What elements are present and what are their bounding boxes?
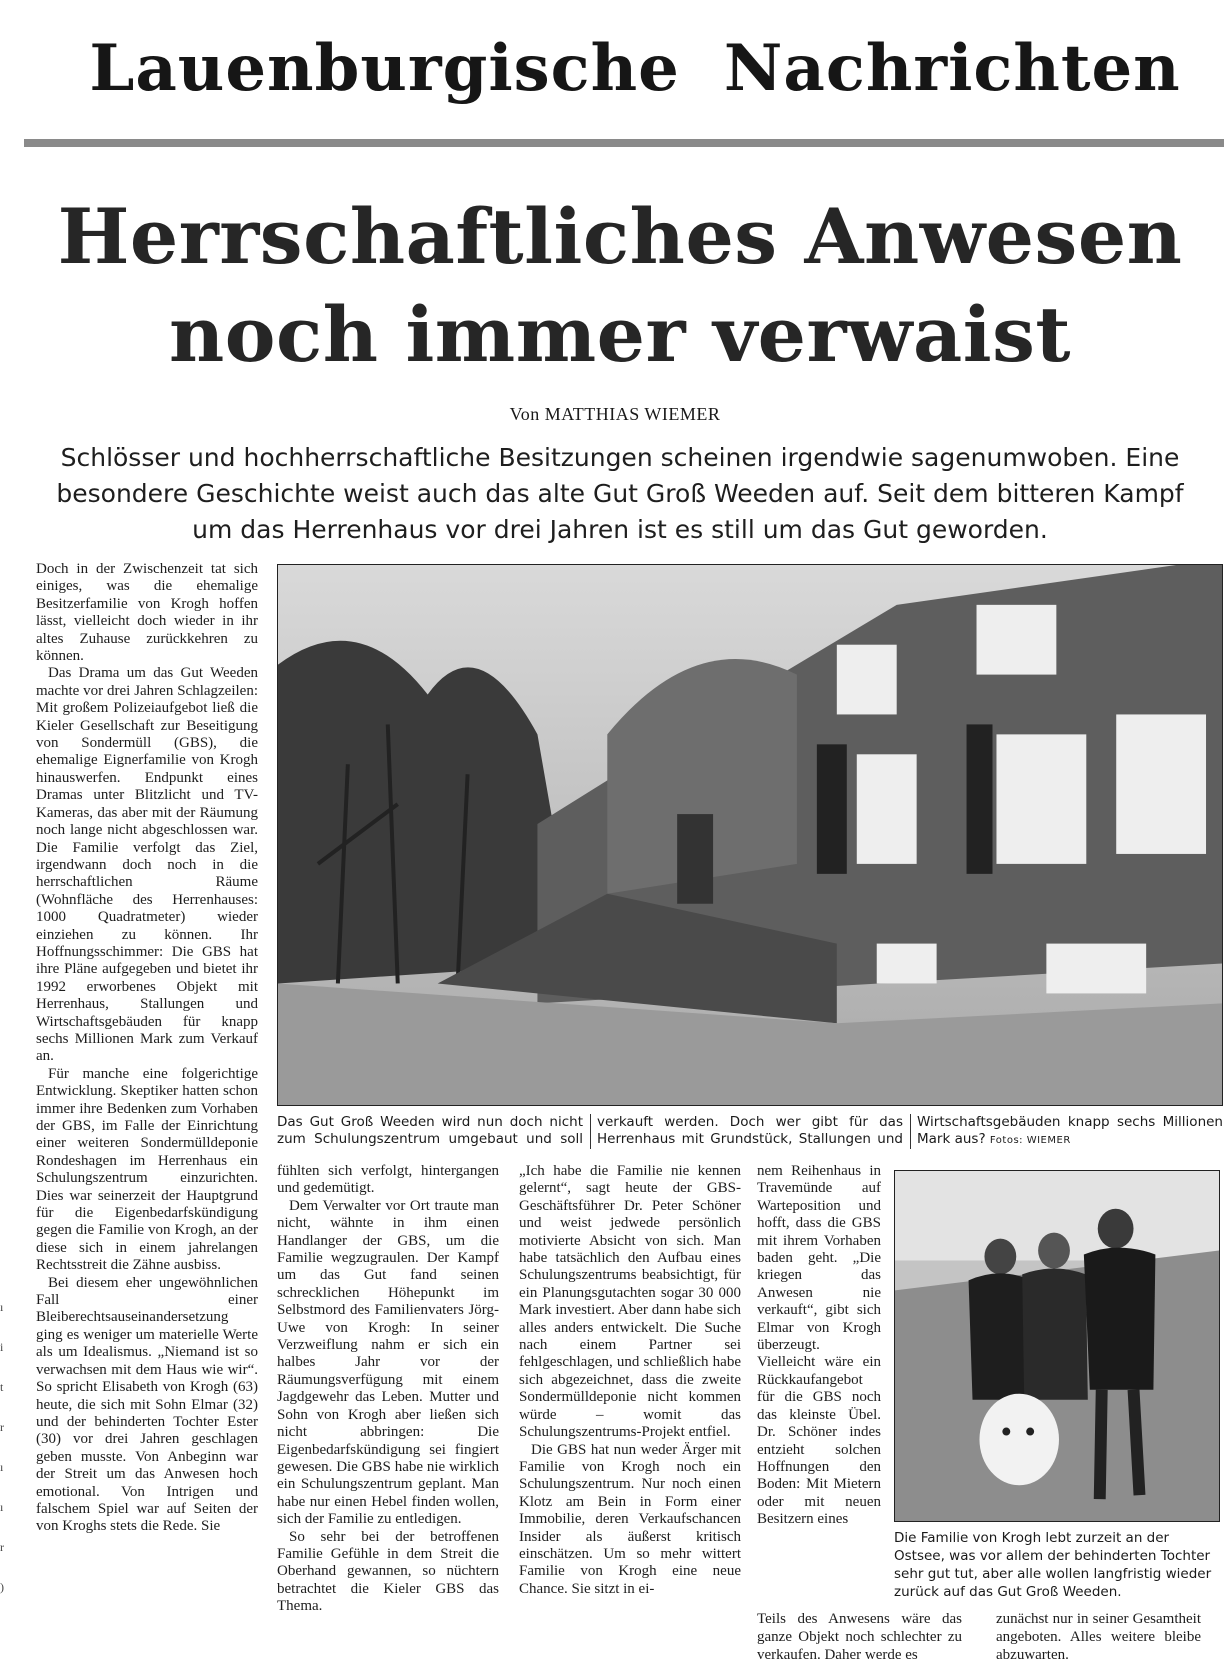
bottom-continuation-1: Teils des Anwesens wäre das ganze Objekt noch schlechter zu verkaufen. Daher werde es <box>757 1611 962 1663</box>
text-column-3 <box>519 1163 741 1671</box>
text-column-4 <box>757 1163 881 1671</box>
margin-fragment: ) <box>0 1580 4 1594</box>
paragraph: Das Drama um das Gut Weeden machte vor drei Jahren Schlagzeilen: Mit großem Polizeiaufgebot ließ die Kieler Gesellschaft zur Beseitigung von Sondermüll (GBS), die ehemalige Eignerfamilie von Krogh hinauswerfen. Endpunkt eines Dramas unter Blitzlicht und TV-Kameras, das aber mit der Räumung noch lange nicht abgeschlossen war. Die Familie verfolgt das Ziel, irgendwann doch noch in die herrschaftlichen Räume (Wohnfläche des Herrenhauses: 1000 Quadratmeter) wieder einziehen zu können. Ihr Hoffnungsschimmer: Die GBS hat ihre Pläne aufgegeben und bietet ihr 1992 erworbenes Objekt mit Herrenhaus, Stallungen und Wirtschaftsgebäuden für knapp sechs Millionen Mark zum Verkauf an. <box>36 665 258 1065</box>
masthead <box>90 8 1180 128</box>
main-caption-text: Das Gut Groß Weeden wird nun doch nicht zum Schulungszentrum umgebaut und soll verkauft werden. Doch wer gibt für das Herrenhaus mit Grundstück, Stallungen und Wirtschaftsgebäuden knapp sechs Millionen Mark aus? <box>277 1114 1223 1147</box>
paragraph: fühlten sich verfolgt, hintergangen und gedemütigt. <box>277 1163 499 1197</box>
headline-line-1: Herrschaftliches Anwesen <box>57 192 1183 281</box>
margin-fragment: t <box>0 1380 4 1394</box>
byline: Von MATTHIAS WIEMER <box>509 404 721 424</box>
masthead-title-left: Lauenburgische <box>89 30 680 106</box>
margin-fragment: ı <box>0 1300 4 1314</box>
margin-fragment: i <box>0 1340 4 1354</box>
paragraph: Bei diesem eher ungewöhnlichen Fall einer Bleiberechtsauseinandersetzung ging es weniger um materielle Werte als um Idealismus. „Niemand ist so verwachsen mit dem Haus wie wir“. So spricht Elisabeth von Krogh (63) heute, die sich mit Sohn Elmar (32) und der behinderten Tochter Ester (30) vor drei Jahren geschlagen geben musste. Von Anbeginn war der Streit um das Anwesen hoch emotional. Von Intrigen und falschem Spiel war auf Seiten der von Kroghs stets die Rede. Sie <box>36 1274 258 1535</box>
margin-fragment: r <box>0 1420 4 1434</box>
masthead-title-right: Nachrichten <box>723 30 1181 106</box>
family-photo <box>894 1170 1220 1522</box>
paragraph: Die GBS hat nun weder Ärger mit Familie von Krogh noch ein Schulungszentrum. Nur noch einen Klotz am Bein in Form einer Immobilie, deren Verkaufschancen Insider als äußerst kritisch einschätzen. Um so mehr wittert Familie von Krogh eine neue Chance. Sie sitzt in ei- <box>519 1441 741 1597</box>
bottom-continuation-2: zunächst nur in seiner Gesamtheit angeboten. Alles weitere bleibe abzuwarten. <box>996 1611 1201 1663</box>
paragraph: Doch in der Zwischenzeit tat sich einiges, was die ehemalige Besitzerfamilie von Krogh hoffen lässt, vielleicht doch wieder in ihr altes Zuhause zurückkehren zu können. <box>36 561 258 665</box>
paragraph: Dem Verwalter vor Ort traute man nicht, wähnte in ihm einen Handlanger der GBS, um die Familie wegzugraulen. Der Kampf um das Gut fand seinen schrecklichen Höhepunkt im Selbstmord des Familienvaters Jörg-Uwe von Krogh: In seiner Verzweiflung nahm er sich ein halbes Jahr vor der Räumungsverfügung mit einem Jagdgewehr das Leben. Mutter und Sohn von Krogh aber ließen sich nicht abbringen: Die Eigenbedarfskündigung sei fingiert gewesen. Die GBS habe nie wirklich ein Schulungszentrum geplant. Man habe nur einen Hebel finden wollen, sich der Familie zu entledigen. <box>277 1197 499 1528</box>
margin-fragment: ı <box>0 1500 4 1514</box>
left-margin-fragments <box>0 1300 10 1670</box>
paragraph: So sehr bei der betroffenen Familie Gefühle in dem Streit die Oberhand gewannen, so nüchtern betrachtet die Kieler GBS das Thema. <box>277 1528 499 1615</box>
margin-fragment: ı <box>0 1460 4 1474</box>
paragraph: Für manche eine folgerichtige Entwicklung. Skeptiker hatten schon immer ihre Bedenken zum Vorhaben der GBS, im Falle der Einrichtung einer weiteren Sondermülldeponie Rondeshagen im Herrenhaus ein Schulungszentrum einzurichten. Dies war seinerzeit der Hauptgrund für die Eigenbedarfskündigung gegen die Familie von Krogh, an der diese sich in einem jahrelangen Rechtsstreit die Zähne ausbiss. <box>36 1065 258 1274</box>
headline <box>30 188 1210 384</box>
text-column-1 <box>36 561 258 1671</box>
family-photo-caption: Die Familie von Krogh lebt zurzeit an der Ostsee, was vor allem der behinderten Tochter sehr gut tut, aber alle wollen langfristig wieder zurück auf das Gut Groß Weeden. <box>894 1530 1212 1600</box>
masthead-divider <box>24 139 1224 147</box>
headline-line-2: noch immer verwaist <box>169 290 1071 379</box>
margin-fragment: r <box>0 1540 4 1554</box>
paragraph: „Ich habe die Familie nie kennen gelernt“, sagt heute der GBS-Geschäftsführer Dr. Peter Schöner und weist jedwede persönlich motivierte Absicht von sich. Man habe tatsächlich den Aufbau eines Schulungszentrums beabsichtigt, für ein Planungsgutachten sogar 30 000 Mark investiert. Aber dann habe sich alles anders entwickelt. Die Suche nach einem Partner sei fehlgeschlagen, und schließlich habe sich abgezeichnet, dass die zweite Sondermülldeponie nicht kommen würde – womit das Schulungszentrums-Projekt entfiel. <box>519 1163 741 1441</box>
lead-paragraph: Schlösser und hochherrschaftliche Besitzungen scheinen irgendwie sagenumwoben. Eine besondere Geschichte weist auch das alte Gut Groß Weeden auf. Seit dem bitteren Kampf um das Herrenhaus vor drei Jahren ist es still um das Gut geworden. <box>56 443 1184 544</box>
paragraph: nem Reihenhaus in Travemünde auf Warteposition und hofft, dass die GBS mit ihrem Vorhaben baden geht. „Die kriegen das Anwesen nie verkauft“, gibt sich Elmar von Krogh überzeugt. Vielleicht wäre ein Rückkaufangebot für die GBS noch das kleinste Übel. Dr. Schöner indes entzieht solchen Hoffnungen den Boden: Mit Mietern oder mit neuen Besitzern eines <box>757 1163 881 1528</box>
main-photo-caption <box>277 1114 1223 1149</box>
photo-credit: Fotos: WIEMER <box>989 1135 1071 1146</box>
text-column-2 <box>277 1163 499 1671</box>
manor-house-photo <box>277 564 1223 1106</box>
